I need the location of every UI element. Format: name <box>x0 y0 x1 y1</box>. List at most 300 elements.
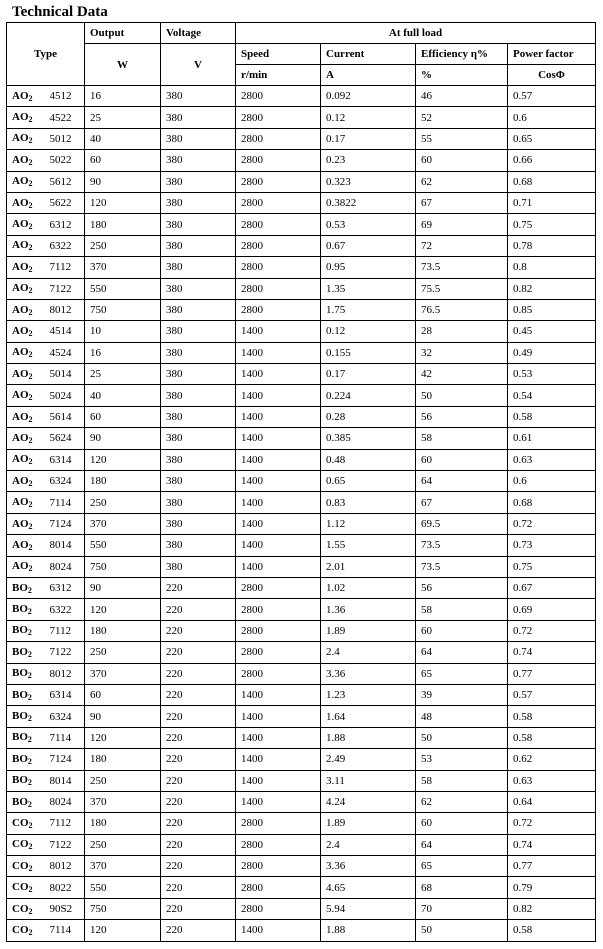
table-row <box>7 492 596 513</box>
cell-output: 180 <box>85 813 161 834</box>
cell-current: 0.28 <box>321 406 416 427</box>
cell-efficiency: 55 <box>416 128 508 149</box>
header-current-unit: A <box>321 65 416 86</box>
series-name: BO <box>12 603 28 616</box>
cell-series <box>7 192 45 213</box>
series-subscript: 2 <box>28 93 33 103</box>
cell-speed: 2800 <box>236 86 321 107</box>
cell-efficiency: 76.5 <box>416 299 508 320</box>
cell-voltage: 380 <box>161 278 236 299</box>
cell-speed: 1400 <box>236 364 321 385</box>
cell-output: 250 <box>85 492 161 513</box>
cell-model: 5624 <box>45 428 85 449</box>
series-subscript: 2 <box>28 542 33 552</box>
cell-power-factor: 0.75 <box>508 556 596 577</box>
cell-series <box>7 171 45 192</box>
cell-series <box>7 706 45 727</box>
series-subscript: 2 <box>28 200 33 210</box>
cell-efficiency: 64 <box>416 834 508 855</box>
table-row <box>7 856 596 877</box>
series-subscript: 2 <box>28 350 33 360</box>
series-subscript: 2 <box>27 799 32 809</box>
cell-voltage: 380 <box>161 406 236 427</box>
cell-current: 3.36 <box>321 663 416 684</box>
cell-power-factor: 0.74 <box>508 642 596 663</box>
cell-output: 250 <box>85 642 161 663</box>
cell-current: 0.48 <box>321 449 416 470</box>
series-subscript: 2 <box>28 136 33 146</box>
cell-series <box>7 813 45 834</box>
cell-voltage: 380 <box>161 342 236 363</box>
cell-speed: 1400 <box>236 556 321 577</box>
cell-voltage: 220 <box>161 898 236 919</box>
cell-speed: 2800 <box>236 192 321 213</box>
cell-model: 8012 <box>45 856 85 877</box>
series-subscript: 2 <box>28 521 33 531</box>
cell-current: 1.35 <box>321 278 416 299</box>
cell-power-factor: 0.82 <box>508 898 596 919</box>
cell-voltage: 380 <box>161 364 236 385</box>
cell-current: 0.83 <box>321 492 416 513</box>
cell-voltage: 380 <box>161 214 236 235</box>
cell-model: 8022 <box>45 877 85 898</box>
cell-output: 750 <box>85 898 161 919</box>
table-row <box>7 898 596 919</box>
cell-speed: 1400 <box>236 385 321 406</box>
cell-efficiency: 68 <box>416 877 508 898</box>
cell-power-factor: 0.82 <box>508 278 596 299</box>
series-subscript: 2 <box>27 649 32 659</box>
cell-model: 7112 <box>45 620 85 641</box>
table-row <box>7 385 596 406</box>
cell-model: 6324 <box>45 706 85 727</box>
cell-speed: 2800 <box>236 257 321 278</box>
cell-output: 16 <box>85 342 161 363</box>
cell-series <box>7 898 45 919</box>
cell-speed: 1400 <box>236 684 321 705</box>
cell-power-factor: 0.62 <box>508 749 596 770</box>
table-row <box>7 620 596 641</box>
cell-current: 0.67 <box>321 235 416 256</box>
cell-model: 7112 <box>45 813 85 834</box>
table-row <box>7 150 596 171</box>
cell-power-factor: 0.58 <box>508 727 596 748</box>
cell-series <box>7 770 45 791</box>
cell-series <box>7 577 45 598</box>
series-subscript: 2 <box>28 927 33 937</box>
table-row <box>7 299 596 320</box>
cell-output: 180 <box>85 471 161 492</box>
cell-current: 0.17 <box>321 128 416 149</box>
technical-data-table <box>6 22 596 942</box>
cell-series <box>7 364 45 385</box>
cell-model: 90S2 <box>45 898 85 919</box>
cell-voltage: 380 <box>161 299 236 320</box>
header-speed-unit: r/min <box>236 65 321 86</box>
cell-voltage: 220 <box>161 663 236 684</box>
series-name: CO <box>12 838 29 851</box>
series-name: AO <box>12 538 29 551</box>
table-row <box>7 920 596 941</box>
cell-series <box>7 342 45 363</box>
series-name: AO <box>12 239 29 252</box>
cell-efficiency: 70 <box>416 898 508 919</box>
cell-efficiency: 62 <box>416 791 508 812</box>
cell-speed: 2800 <box>236 235 321 256</box>
cell-current: 2.49 <box>321 749 416 770</box>
series-name: BO <box>12 624 28 637</box>
cell-voltage: 380 <box>161 86 236 107</box>
cell-efficiency: 60 <box>416 449 508 470</box>
table-row <box>7 214 596 235</box>
cell-series <box>7 684 45 705</box>
cell-output: 180 <box>85 620 161 641</box>
cell-efficiency: 73.5 <box>416 556 508 577</box>
cell-speed: 1400 <box>236 471 321 492</box>
cell-speed: 2800 <box>236 898 321 919</box>
table-row <box>7 877 596 898</box>
cell-speed: 2800 <box>236 278 321 299</box>
cell-output: 10 <box>85 321 161 342</box>
cell-voltage: 220 <box>161 749 236 770</box>
cell-series <box>7 834 45 855</box>
cell-voltage: 220 <box>161 599 236 620</box>
cell-power-factor: 0.77 <box>508 856 596 877</box>
cell-voltage: 220 <box>161 920 236 941</box>
cell-efficiency: 56 <box>416 577 508 598</box>
cell-efficiency: 73.5 <box>416 535 508 556</box>
table-row <box>7 257 596 278</box>
header-at-full-load: At full load <box>236 23 596 44</box>
cell-efficiency: 65 <box>416 663 508 684</box>
series-name: AO <box>12 132 29 145</box>
cell-power-factor: 0.61 <box>508 428 596 449</box>
cell-power-factor: 0.72 <box>508 620 596 641</box>
cell-efficiency: 58 <box>416 599 508 620</box>
cell-series <box>7 321 45 342</box>
series-name: AO <box>12 324 29 337</box>
cell-voltage: 220 <box>161 791 236 812</box>
cell-series <box>7 535 45 556</box>
cell-series <box>7 128 45 149</box>
cell-speed: 1400 <box>236 727 321 748</box>
header-output: Output <box>85 23 161 44</box>
cell-output: 120 <box>85 727 161 748</box>
cell-model: 7124 <box>45 513 85 534</box>
header-current: Current <box>321 44 416 65</box>
header-efficiency-unit: % <box>416 65 508 86</box>
cell-current: 1.88 <box>321 727 416 748</box>
cell-output: 370 <box>85 257 161 278</box>
table-row <box>7 128 596 149</box>
series-name: AO <box>12 474 29 487</box>
cell-power-factor: 0.58 <box>508 920 596 941</box>
cell-output: 550 <box>85 535 161 556</box>
cell-voltage: 220 <box>161 684 236 705</box>
cell-power-factor: 0.57 <box>508 86 596 107</box>
series-name: AO <box>12 282 29 295</box>
cell-output: 90 <box>85 428 161 449</box>
cell-output: 370 <box>85 791 161 812</box>
cell-speed: 1400 <box>236 449 321 470</box>
cell-power-factor: 0.68 <box>508 492 596 513</box>
cell-voltage: 380 <box>161 428 236 449</box>
cell-model: 6322 <box>45 235 85 256</box>
cell-speed: 1400 <box>236 406 321 427</box>
cell-current: 0.12 <box>321 107 416 128</box>
cell-voltage: 380 <box>161 471 236 492</box>
cell-model: 6312 <box>45 214 85 235</box>
series-name: AO <box>12 111 29 124</box>
cell-efficiency: 50 <box>416 920 508 941</box>
cell-voltage: 380 <box>161 385 236 406</box>
cell-power-factor: 0.72 <box>508 813 596 834</box>
cell-current: 0.155 <box>321 342 416 363</box>
cell-power-factor: 0.66 <box>508 150 596 171</box>
table-body <box>7 86 596 942</box>
table-row <box>7 449 596 470</box>
header-output-unit: W <box>85 44 161 86</box>
cell-series <box>7 406 45 427</box>
cell-efficiency: 42 <box>416 364 508 385</box>
table-row <box>7 192 596 213</box>
cell-model: 6312 <box>45 577 85 598</box>
cell-speed: 1400 <box>236 770 321 791</box>
cell-current: 1.64 <box>321 706 416 727</box>
cell-model: 6314 <box>45 684 85 705</box>
cell-current: 0.323 <box>321 171 416 192</box>
cell-current: 2.01 <box>321 556 416 577</box>
cell-current: 0.95 <box>321 257 416 278</box>
series-name: AO <box>12 218 29 231</box>
cell-voltage: 380 <box>161 492 236 513</box>
cell-efficiency: 58 <box>416 428 508 449</box>
cell-power-factor: 0.57 <box>508 684 596 705</box>
cell-voltage: 380 <box>161 535 236 556</box>
series-subscript: 2 <box>28 264 33 274</box>
cell-series <box>7 513 45 534</box>
cell-voltage: 220 <box>161 813 236 834</box>
cell-voltage: 380 <box>161 257 236 278</box>
series-name: AO <box>12 560 29 573</box>
cell-current: 1.75 <box>321 299 416 320</box>
table-row <box>7 727 596 748</box>
cell-current: 1.88 <box>321 920 416 941</box>
table-row <box>7 235 596 256</box>
cell-voltage: 220 <box>161 770 236 791</box>
series-name: AO <box>12 260 29 273</box>
cell-series <box>7 428 45 449</box>
cell-efficiency: 60 <box>416 150 508 171</box>
cell-output: 90 <box>85 171 161 192</box>
table-row <box>7 406 596 427</box>
cell-model: 8014 <box>45 535 85 556</box>
table-row <box>7 556 596 577</box>
header-voltage-unit: V <box>161 44 236 86</box>
cell-current: 0.092 <box>321 86 416 107</box>
series-name: AO <box>12 453 29 466</box>
cell-power-factor: 0.69 <box>508 599 596 620</box>
cell-model: 4512 <box>45 86 85 107</box>
cell-series <box>7 856 45 877</box>
cell-model: 5024 <box>45 385 85 406</box>
series-subscript: 2 <box>27 714 32 724</box>
cell-voltage: 220 <box>161 877 236 898</box>
series-subscript: 2 <box>28 885 33 895</box>
cell-efficiency: 39 <box>416 684 508 705</box>
cell-power-factor: 0.58 <box>508 406 596 427</box>
cell-efficiency: 69 <box>416 214 508 235</box>
cell-model: 8012 <box>45 663 85 684</box>
table-row <box>7 706 596 727</box>
series-name: AO <box>12 367 29 380</box>
table-row <box>7 577 596 598</box>
table-row <box>7 684 596 705</box>
cell-current: 3.11 <box>321 770 416 791</box>
cell-speed: 1400 <box>236 920 321 941</box>
series-subscript: 2 <box>28 564 33 574</box>
cell-speed: 1400 <box>236 492 321 513</box>
series-subscript: 2 <box>28 286 33 296</box>
cell-series <box>7 791 45 812</box>
cell-speed: 1400 <box>236 428 321 449</box>
cell-power-factor: 0.67 <box>508 577 596 598</box>
cell-speed: 2800 <box>236 813 321 834</box>
cell-efficiency: 50 <box>416 385 508 406</box>
cell-power-factor: 0.54 <box>508 385 596 406</box>
series-name: CO <box>12 859 29 872</box>
cell-series <box>7 749 45 770</box>
header-power-factor-unit: CosΦ <box>508 65 596 86</box>
cell-model: 4522 <box>45 107 85 128</box>
table-row <box>7 364 596 385</box>
cell-series <box>7 471 45 492</box>
cell-current: 1.23 <box>321 684 416 705</box>
series-subscript: 2 <box>27 671 32 681</box>
cell-voltage: 380 <box>161 321 236 342</box>
table-row <box>7 278 596 299</box>
cell-speed: 2800 <box>236 642 321 663</box>
cell-current: 0.3822 <box>321 192 416 213</box>
cell-voltage: 380 <box>161 449 236 470</box>
cell-power-factor: 0.6 <box>508 471 596 492</box>
series-name: BO <box>12 581 28 594</box>
header-type: Type <box>7 23 85 86</box>
series-subscript: 2 <box>28 179 33 189</box>
cell-series <box>7 920 45 941</box>
series-name: AO <box>12 89 29 102</box>
cell-output: 120 <box>85 920 161 941</box>
series-name: BO <box>12 795 28 808</box>
cell-voltage: 220 <box>161 706 236 727</box>
cell-speed: 2800 <box>236 663 321 684</box>
cell-output: 550 <box>85 877 161 898</box>
cell-output: 550 <box>85 278 161 299</box>
cell-current: 4.24 <box>321 791 416 812</box>
cell-model: 8014 <box>45 770 85 791</box>
cell-current: 1.55 <box>321 535 416 556</box>
cell-voltage: 380 <box>161 150 236 171</box>
cell-model: 6314 <box>45 449 85 470</box>
table-row <box>7 86 596 107</box>
cell-voltage: 380 <box>161 556 236 577</box>
series-subscript: 2 <box>28 243 33 253</box>
cell-power-factor: 0.72 <box>508 513 596 534</box>
series-subscript: 2 <box>28 115 33 125</box>
cell-series <box>7 107 45 128</box>
cell-model: 7114 <box>45 920 85 941</box>
cell-efficiency: 48 <box>416 706 508 727</box>
cell-model: 7114 <box>45 727 85 748</box>
cell-current: 0.53 <box>321 214 416 235</box>
cell-output: 250 <box>85 235 161 256</box>
cell-power-factor: 0.64 <box>508 791 596 812</box>
cell-speed: 2800 <box>236 299 321 320</box>
cell-power-factor: 0.85 <box>508 299 596 320</box>
table-row <box>7 749 596 770</box>
series-subscript: 2 <box>27 735 32 745</box>
table-row <box>7 535 596 556</box>
series-subscript: 2 <box>27 692 32 702</box>
cell-output: 120 <box>85 192 161 213</box>
cell-power-factor: 0.79 <box>508 877 596 898</box>
cell-power-factor: 0.74 <box>508 834 596 855</box>
series-subscript: 2 <box>27 607 32 617</box>
cell-series <box>7 620 45 641</box>
cell-output: 90 <box>85 706 161 727</box>
header-speed: Speed <box>236 44 321 65</box>
cell-model: 4524 <box>45 342 85 363</box>
header-voltage: Voltage <box>161 23 236 44</box>
cell-model: 7122 <box>45 642 85 663</box>
cell-power-factor: 0.6 <box>508 107 596 128</box>
cell-model: 7124 <box>45 749 85 770</box>
cell-speed: 1400 <box>236 321 321 342</box>
cell-speed: 2800 <box>236 599 321 620</box>
cell-power-factor: 0.63 <box>508 449 596 470</box>
cell-speed: 1400 <box>236 749 321 770</box>
cell-voltage: 220 <box>161 620 236 641</box>
cell-current: 0.23 <box>321 150 416 171</box>
cell-output: 40 <box>85 385 161 406</box>
cell-model: 6322 <box>45 599 85 620</box>
cell-speed: 2800 <box>236 150 321 171</box>
cell-model: 4514 <box>45 321 85 342</box>
cell-output: 750 <box>85 299 161 320</box>
series-name: CO <box>12 902 29 915</box>
cell-speed: 2800 <box>236 856 321 877</box>
cell-output: 16 <box>85 86 161 107</box>
cell-output: 250 <box>85 770 161 791</box>
series-subscript: 2 <box>28 371 33 381</box>
cell-series <box>7 257 45 278</box>
cell-power-factor: 0.78 <box>508 235 596 256</box>
cell-power-factor: 0.49 <box>508 342 596 363</box>
cell-efficiency: 75.5 <box>416 278 508 299</box>
cell-efficiency: 53 <box>416 749 508 770</box>
cell-speed: 2800 <box>236 834 321 855</box>
cell-power-factor: 0.68 <box>508 171 596 192</box>
series-name: BO <box>12 710 28 723</box>
series-subscript: 2 <box>28 222 33 232</box>
cell-efficiency: 64 <box>416 642 508 663</box>
cell-voltage: 380 <box>161 192 236 213</box>
cell-power-factor: 0.8 <box>508 257 596 278</box>
cell-power-factor: 0.63 <box>508 770 596 791</box>
cell-model: 5014 <box>45 364 85 385</box>
cell-model: 7114 <box>45 492 85 513</box>
cell-efficiency: 56 <box>416 406 508 427</box>
